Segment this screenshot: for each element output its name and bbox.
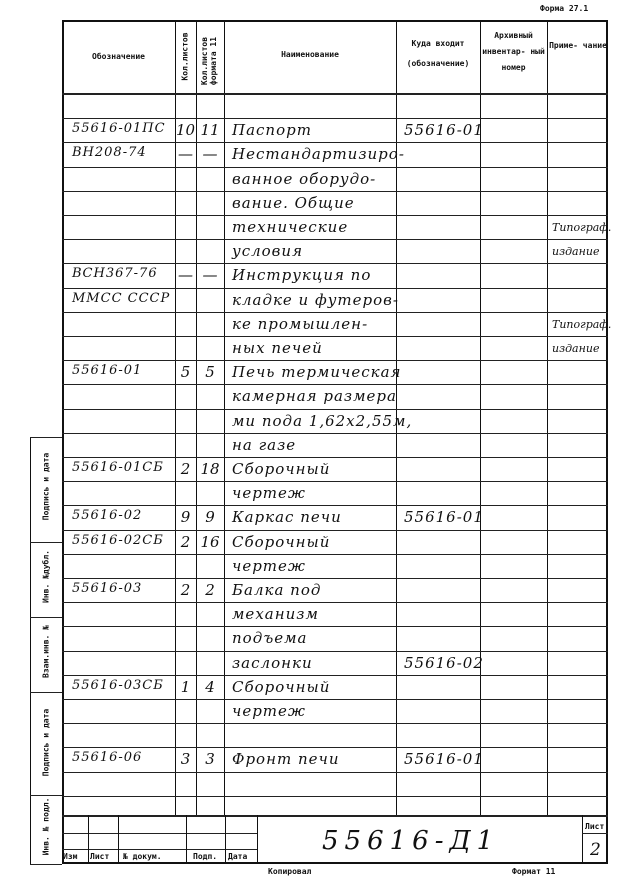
row-where-used: 55616-01 [404,750,484,769]
row-line [62,215,608,216]
row-sheets-a11: 16 [200,532,220,551]
row-sheets: 3 [180,750,191,769]
row-name: Фронт печи [232,750,340,769]
row-line [62,288,608,289]
row-name: Сборочный [232,460,331,478]
header-where-used: Куда входит (обозначение) [406,39,470,68]
side-label-orig-inv: Инв. № подл. [41,797,51,856]
row-name: ми пода 1,62х2,55м, [232,411,413,430]
header-name: Наименование [281,50,339,59]
row-sheets-a11: 4 [205,677,215,696]
row-line [62,433,608,434]
row-designation: 55616-03 [72,581,143,596]
row-line [62,578,608,579]
row-line [62,675,608,676]
row-designation: ВСН367-76 [72,266,158,282]
sheet-label: Лист [585,822,605,831]
header-note: Приме- чание [549,41,607,50]
row-sheets-a11: 18 [200,460,220,478]
row-sheets-a11: 2 [205,581,215,599]
header-sheets: Кол.листов [180,32,190,81]
row-sheets: — [178,145,193,164]
row-name: камерная размера [232,387,397,406]
footer-copied: Копировал [268,867,312,876]
row-sheets: 2 [180,581,191,599]
row-designation: 55616-06 [72,750,143,766]
row-line [62,312,608,313]
row-name: вание. Общие [232,193,355,212]
row-line [62,191,608,192]
row-name: Печь термическая [232,363,402,382]
row-line [62,384,608,385]
row-name: ке промышлен- [232,314,369,333]
row-designation: 55616-02СБ [72,532,164,548]
row-note: издание [552,342,600,355]
row-sheets: 1 [180,677,191,696]
row-name: заслонки [232,653,313,672]
row-name: чертеж [232,702,306,720]
row-line [62,747,608,748]
row-sheets-a11: 9 [205,508,215,527]
row-line [62,723,608,724]
row-sheets: 5 [180,363,191,382]
row-name: механизм [232,605,319,624]
row-line [62,626,608,627]
row-line [62,602,608,603]
row-name: условия [232,242,304,261]
row-line [62,336,608,337]
row-where-used: 55616-01 [404,508,484,527]
header-designation: Обозначение [92,52,145,61]
row-name: ванное оборудо- [232,169,377,188]
row-name: Сборочный [232,677,331,696]
side-label-sign-date-1: Подпись и дата [41,452,51,521]
row-name: Нестандартизиро- [232,145,405,164]
row-sheets: 10 [175,121,196,140]
row-line [62,263,608,264]
row-designation: 55616-01СБ [72,460,164,475]
row-sheets: 2 [180,532,191,551]
row-note: Типограф. [552,221,612,234]
row-line [62,554,608,555]
row-line [62,409,608,410]
side-label-replace-inv: Взам.инв. № [41,625,51,678]
row-line [62,167,608,168]
row-line [62,142,608,143]
row-name: Балка под [232,581,322,599]
row-line [62,118,608,119]
title-col-docno: № докум. [123,852,162,861]
side-label-dup-inv: Инв. №дубл. [41,550,51,603]
header-archive: Архивный инвентар- ный номер [482,31,545,72]
row-designation: 55616-01ПС [72,121,166,137]
row-line [62,505,608,506]
row-name: чертеж [232,556,306,575]
row-line [62,772,608,773]
row-line [62,239,608,240]
row-name: Сборочный [232,532,331,551]
row-name: чертеж [232,484,306,503]
row-note: Типограф. [552,317,612,331]
sheet-number: 2 [590,840,602,860]
row-designation: 55616-02 [72,508,143,524]
row-line [62,796,608,797]
row-name: Инструкция по [232,266,372,285]
row-name: Паспорт [232,121,312,140]
row-designation: ВН208-74 [72,145,147,161]
row-where-used: 55616-02 [404,653,484,672]
row-where-used: 55616-01 [404,121,484,140]
row-name: на газе [232,435,297,454]
side-label-sign-date-2: Подпись и дата [41,708,51,777]
footer-format: Формат 11 [512,867,556,876]
row-name: кладке и футеров- [232,290,399,309]
row-designation: ММСС СССР [72,290,171,306]
row-line [62,651,608,652]
row-sheets-a11: — [202,145,218,164]
row-line [62,699,608,700]
row-sheets-a11: 5 [205,363,215,382]
row-sheets: — [178,266,193,285]
row-sheets-a11: 3 [205,750,215,769]
header-sheets-a11: Кол.листов формата 11 [200,36,218,86]
row-name: подъема [232,629,308,648]
title-col-change: Изм [63,852,78,861]
row-line [62,360,608,361]
document-number: 55616-Д1 [322,826,500,856]
row-line [62,457,608,458]
title-col-sheet: Лист [90,852,110,861]
row-name: ных печей [232,339,323,357]
row-name: технические [232,218,349,236]
row-designation: 55616-01 [72,363,143,379]
form-label: Форма 27.1 [540,4,589,13]
title-col-date: Дата [228,852,248,861]
row-sheets-a11: 11 [200,121,220,140]
row-line [62,481,608,482]
row-designation: 55616-03СБ [72,677,164,693]
row-sheets-a11: — [202,266,218,285]
row-line [62,530,608,531]
title-col-sign: Подп. [193,852,218,861]
row-sheets: 2 [180,460,191,478]
row-name: Каркас печи [232,508,342,527]
row-sheets: 9 [180,508,191,527]
row-note: издание [552,245,600,259]
